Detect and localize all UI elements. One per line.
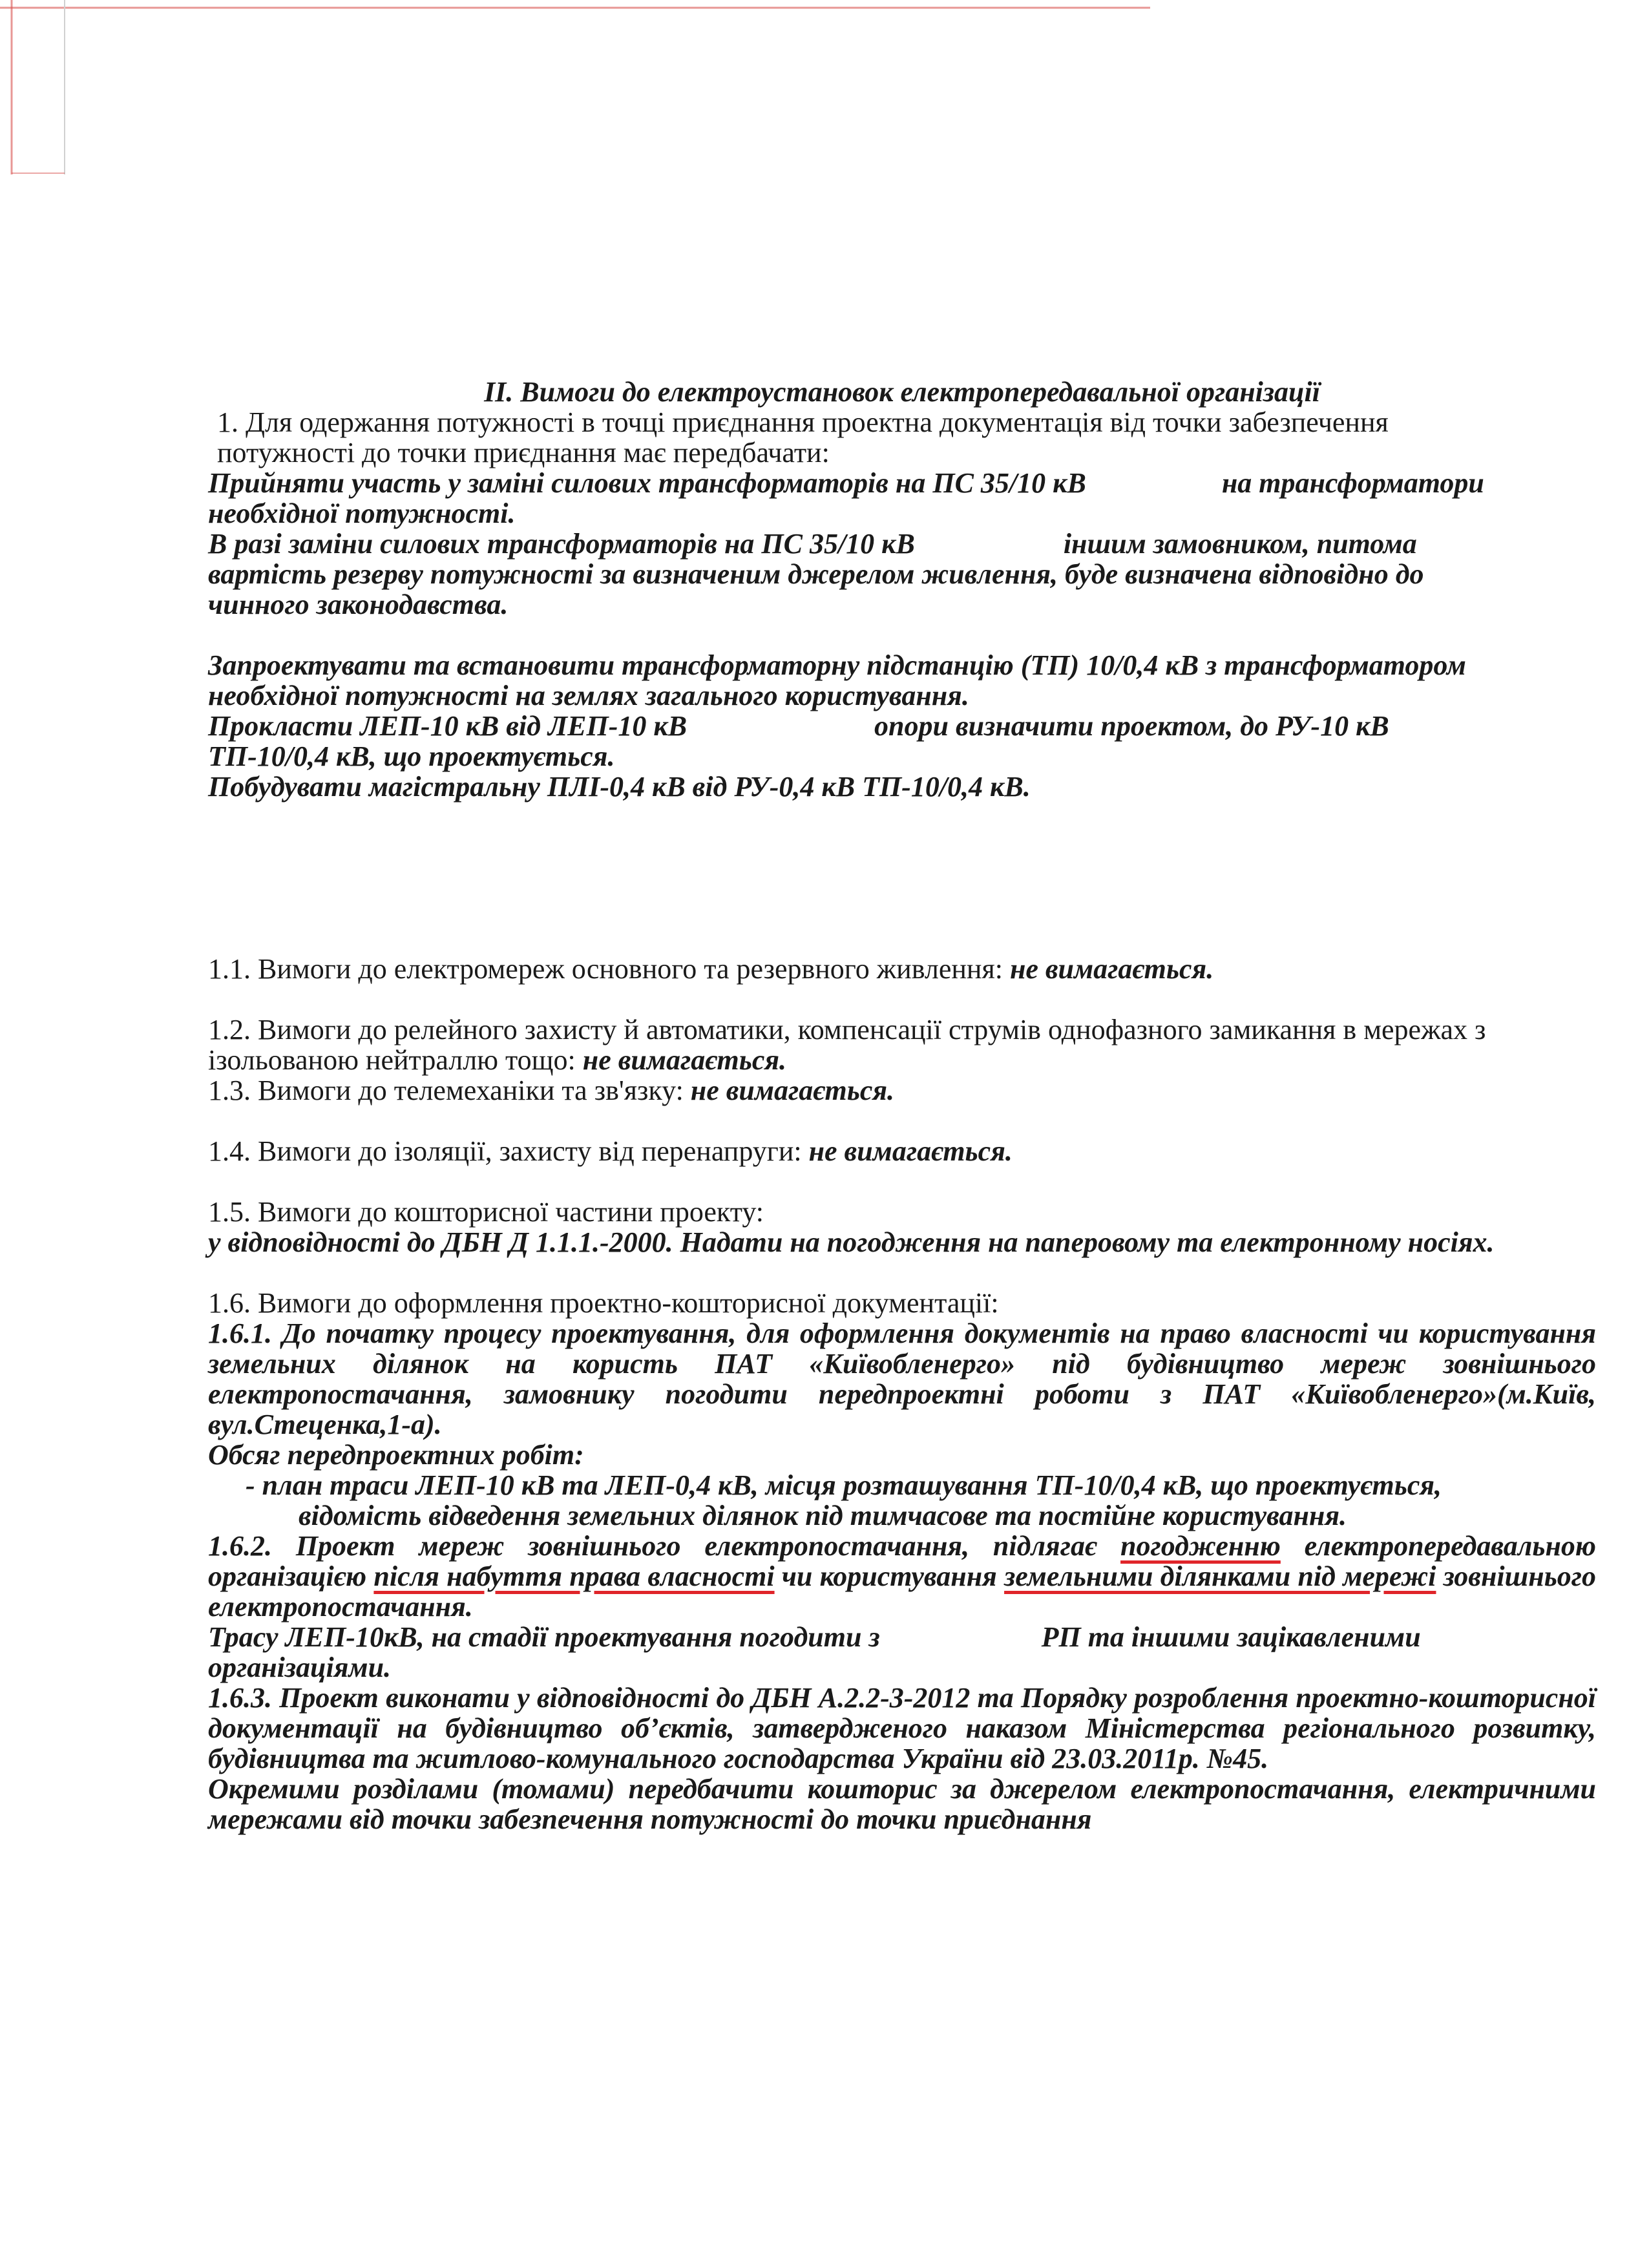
item1-paragraph-5: Побудувати магістральну ПЛІ-0,4 кВ від РУ-0,4 кВ ТП-10/0,4 кВ. (208, 771, 1031, 803)
route-approval: Трасу ЛЕП-10кВ, на стадії проектування погодити з РП та іншими зацікавленими організаціями. (208, 1621, 1421, 1683)
item1-paragraph-3: Запроектувати та встановити трансформаторну підстанцію (ТП) 10/0,4 кВ з трансформатором необхідної потужності на землях загального користування. (208, 649, 1466, 711)
requirement-1-5-value: у відповідності до ДБН Д 1.1.1.-2000. Надати на погодження на паперовому та електронному носіях. (208, 1226, 1495, 1258)
requirement-1-6-2: 1.6.2. Проект мереж зовнішнього електропостачання, підлягає погодженню електропередавальною організацією після набуття права власності чи користування земельними ділянками під мережі зовнішнього електропостачання. (208, 1530, 1597, 1622)
requirement-1-6-label: 1.6. Вимоги до оформлення проектно-кошторисної документації: (208, 1287, 999, 1319)
requirement-1-6-1: 1.6.1. До початку процесу проектування, для оформлення документів на право власності чи користування земельних ділянок на користь ПАТ «Київобленерго» під будівництво мереж зовнішнього електропостачання, замовнику погодити передпроектні роботи з ПАТ «Київобленерго»(м.Київ, вул.Стеценка,1-а). (208, 1318, 1596, 1440)
requirement-1-6-3: 1.6.3. Проект виконати у відповідності до ДБН А.2.2-3-2012 та Порядку розроблення проектно-кошторисної документації на будівництво об’єктів, затвердженого наказом Міністерства регіонального розвитку, будівництва та житлово-комунального господарства України від 23.03.2011р. №45. (208, 1682, 1596, 1774)
prework-scope-item-continuation: відомість відведення земельних ділянок під тимчасове та постійне користування. (299, 1500, 1347, 1531)
separate-sections-paragraph: Окремими розділами (томами) передбачити кошторис за джерелом електропостачання, електричними мережами від точки забезпечення потужності до точки приєднання (208, 1773, 1596, 1835)
underlined-land-plots: земельними ділянками під мережі (1004, 1560, 1436, 1592)
section-title: ІІ. Вимоги до електроустановок електропередавальної організації (484, 376, 1320, 408)
scan-corner-marks (0, 0, 1150, 174)
prework-scope-title: Обсяг передпроектних робіт: (208, 1439, 584, 1471)
requirement-1-3: 1.3. Вимоги до телемеханіки та зв'язку: не вимагається. (208, 1075, 895, 1106)
item1-paragraph-2: В разі заміни силових трансформаторів на ПС 35/10 кВ іншим замовником, питома вартість резерву потужності за визначеним джерелом живлення, буде визначена відповідно до чинного законодавства. (208, 528, 1424, 620)
item1-paragraph-4: Прокласти ЛЕП-10 кВ від ЛЕП-10 кВ опори визначити проектом, до РУ-10 кВ ТП-10/0,4 кВ, що проектується. (208, 710, 1389, 772)
requirement-1-1: 1.1. Вимоги до електромереж основного та резервного живлення: не вимагається. (208, 953, 1214, 985)
requirement-1-4: 1.4. Вимоги до ізоляції, захисту від перенапруги: не вимагається. (208, 1135, 1013, 1167)
document-body (208, 377, 1596, 1834)
requirement-1-2: 1.2. Вимоги до релейного захисту й автоматики, компенсації струмів однофазного замикання в мережах з ізольованою нейтраллю тощо: не вимагається. (208, 1014, 1486, 1076)
underlined-ownership: після набуття права власності (373, 1560, 775, 1592)
requirement-1-5-label: 1.5. Вимоги до кошторисної частини проекту: (208, 1196, 764, 1228)
item1-intro: 1. Для одержання потужності в точці приєднання проектна документація від точки забезпечення потужності до точки приєднання має передбачати: (217, 406, 1389, 468)
underlined-approval: погодженню (1120, 1530, 1281, 1562)
item1-paragraph-1: Прийняти участь у заміні силових трансформаторів на ПС 35/10 кВ на трансформатори необхідної потужності. (208, 467, 1484, 529)
prework-scope-item: - план траси ЛЕП-10 кВ та ЛЕП-0,4 кВ, місця розташування ТП-10/0,4 кВ, що проектується, (246, 1469, 1442, 1501)
